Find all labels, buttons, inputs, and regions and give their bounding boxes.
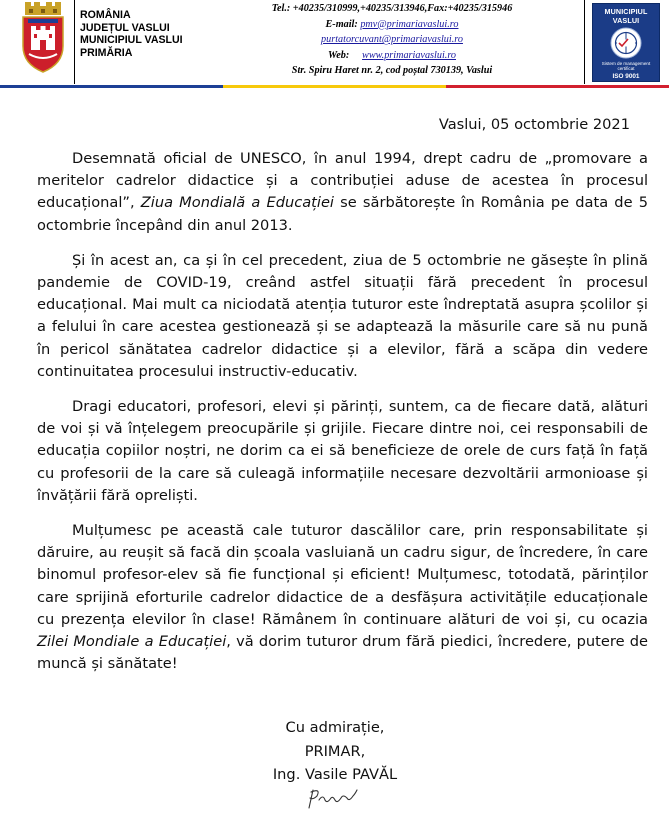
certind-logo-icon <box>602 26 650 60</box>
institution-line: ROMÂNIA <box>80 9 131 21</box>
email-label: E-mail: <box>325 18 358 30</box>
letter-body <box>37 148 648 688</box>
letterhead <box>0 0 669 86</box>
emphasis-text: Zilei Mondiale a Educației <box>37 633 227 651</box>
tricolor-divider <box>0 85 669 88</box>
tricolor-blue <box>0 85 223 88</box>
email-line-2 <box>200 32 584 48</box>
paragraph-text: , vă dorim tuturor drum fără piedici, încredere, putere de muncă și sănătate! <box>37 633 648 673</box>
email-link-2[interactable]: purtatorcuvant@primariavaslui.ro <box>321 34 463 46</box>
badge-standard: ISO 9001 <box>612 73 640 80</box>
letter-date: Vaslui, 05 octombrie 2021 <box>438 116 630 133</box>
coat-of-arms-icon <box>19 2 67 74</box>
header-divider-right <box>584 0 585 84</box>
badge-title: MUNICIPIUL VASLUI <box>604 7 648 25</box>
paragraph-4 <box>37 520 648 675</box>
contact-block <box>200 1 584 79</box>
badge-subtitle: Sistem de management certificat <box>601 61 651 71</box>
closing-block <box>250 716 420 787</box>
iso-certification-badge <box>592 3 660 82</box>
phone-line: Tel.: +40235/310999,+40235/313946,Fax:+40235/315946 <box>271 3 513 14</box>
email-link[interactable]: pmv@primariavaslui.ro <box>360 18 459 30</box>
paragraph-1 <box>37 148 648 237</box>
address-line: Str. Spiru Haret nr. 2, cod poștal 730139, Vaslui <box>291 65 493 77</box>
paragraph-text: Desemnată oficial de UNESCO, în anul 1994, drept cadru de „promovare a meritelor cadrelor didactice și a contribuției aduse de acestea în procesul educațional”, <box>37 150 648 212</box>
web-line <box>200 48 584 64</box>
closing-salutation: Cu admirație, <box>285 719 385 736</box>
institution-block <box>80 9 183 59</box>
institution-line: JUDEȚUL VASLUI <box>80 21 170 34</box>
signatory-name: Ing. Vasile PAVĂL <box>272 766 398 783</box>
web-link[interactable]: www.primariavaslui.ro <box>362 49 456 61</box>
email-line <box>200 17 584 33</box>
paragraph-text: Mulțumesc pe această cale tuturor dascălilor care, prin responsabilitate și dăruire, au reușit să facă din școala vasluiană un cadru sigur, de încredere, în care binomul profesor-elev să fie funcțional și eficient! Mulțumesc, totodată, părinților care sprijină eforturile cadrelor didactice de a desfășura activitățile educaționale cu prezența elevilor în clase! Rămânem în continuare alături de voi și, cu ocazia <box>37 522 648 628</box>
handwritten-signature-icon <box>303 786 363 810</box>
paragraph-3: Dragi educatori, profesori, elevi și părinți, suntem, ca de fiecare dată, alături de voi și vă înțelegem preocupările și grijile. Fiecare dintre noi, cei responsabili de educația copiilor noștri, ne dorim ca ei să beneficieze de orele de curs față în față cu profesorii de la care să culeagă informațiile necesare dezvoltării armonioase și învățării fără opreliști. <box>37 398 648 504</box>
signatory-title: PRIMAR, <box>304 742 366 760</box>
emphasis-text: Ziua Mondială a Educației <box>140 194 334 212</box>
header-divider-left <box>74 0 75 84</box>
web-label: Web: <box>327 49 350 61</box>
institution-line: MUNICIPIUL VASLUI <box>80 34 183 47</box>
paragraph-text: se sărbătorește în România pe data de 5 octombrie începând din anul 2013. <box>37 194 648 234</box>
paragraph-2: Și în acest an, ca și în cel precedent, ziua de 5 octombrie ne găsește în plină pandemie de COVID-19, creând astfel situații fără precedent în procesul educațional. Mai mult ca niciodată atenția tuturor este îndreptată asupra școlilor și a felului în care acestea gestionează și se adaptează la măsurile care să nu pună în pericol sănătatea cadrelor didactice și a elevilor, fără a scăpa din vedere continuitatea procesului instructiv-educativ. <box>37 251 648 380</box>
institution-line: PRIMĂRIA <box>80 46 133 59</box>
tricolor-red <box>446 85 669 88</box>
tricolor-yellow <box>223 85 446 88</box>
